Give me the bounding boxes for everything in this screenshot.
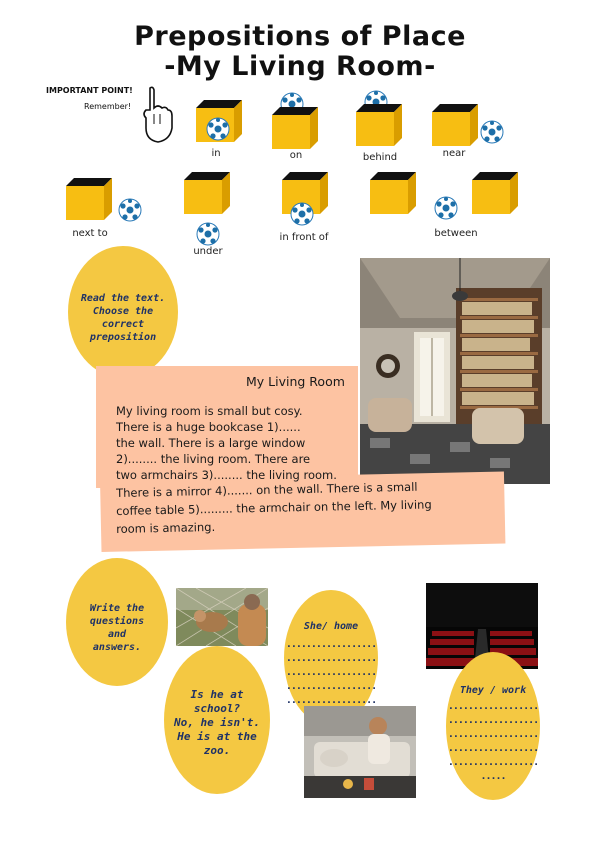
home-photo [304,706,416,798]
reading-line-8: room is amazing. [116,519,216,536]
remember-label: Remember! [84,102,132,111]
page-title: Prepositions of Place [134,21,466,52]
living-room-photo [360,258,550,484]
ball-in-front-of [291,203,313,225]
label-near: near [442,148,466,159]
box-next-to [66,178,112,220]
she-home-label: She/ home [303,621,359,632]
ball-under [197,223,219,245]
label-in: in [211,148,221,159]
reading-line-5: two armchairs 3)........ the living room. [116,468,337,482]
label-in-front-of: in front of [279,232,329,243]
reading-line-6: There is a mirror 4)....... on the wall. There is a small [116,479,418,500]
reading-line-3: the wall. There is a large window [116,436,306,450]
box-between-right [472,172,518,214]
reading-instruction: Read the text. Choose the correct preposition [80,293,166,343]
label-on: on [289,150,303,161]
label-between: between [434,228,478,239]
box-near [432,104,478,146]
label-behind: behind [362,152,398,163]
ball-in [207,118,229,140]
label-next-to: next to [72,228,108,239]
reading-line-1: My living room is small but cosy. [116,404,303,418]
they-work-label: They / work [459,685,527,696]
prepositions-illustration [0,0,600,260]
box-behind [356,104,402,146]
label-under: under [193,246,223,257]
zoo-photo [176,588,268,646]
important-label: IMPORTANT POINT! [46,86,133,95]
box-on [272,107,318,149]
page-subtitle: -My Living Room- [164,51,436,82]
reading-line-7: coffee table 5)......... the armchair on the left. My living [116,497,432,518]
reading-title: My Living Room [246,374,345,389]
box-between-left [370,172,416,214]
example-answer: Is he at school? No, he isn't. He is at the zoo. [173,688,261,757]
ball-between [435,197,457,219]
she-home-answer-lines: .................. .................. .................. .................. .................. [285,639,377,706]
reading-line-4: 2)........ the living room. There are [116,452,311,466]
questions-instruction: Write the questions and answers. [89,603,145,653]
ball-near [481,121,503,143]
box-under [184,172,230,214]
ball-next-to [119,199,141,221]
they-work-answer-lines: .................. .................. .................. .................. .................. ..... [447,701,539,782]
reading-line-2: There is a huge bookcase 1)...... [116,420,301,434]
